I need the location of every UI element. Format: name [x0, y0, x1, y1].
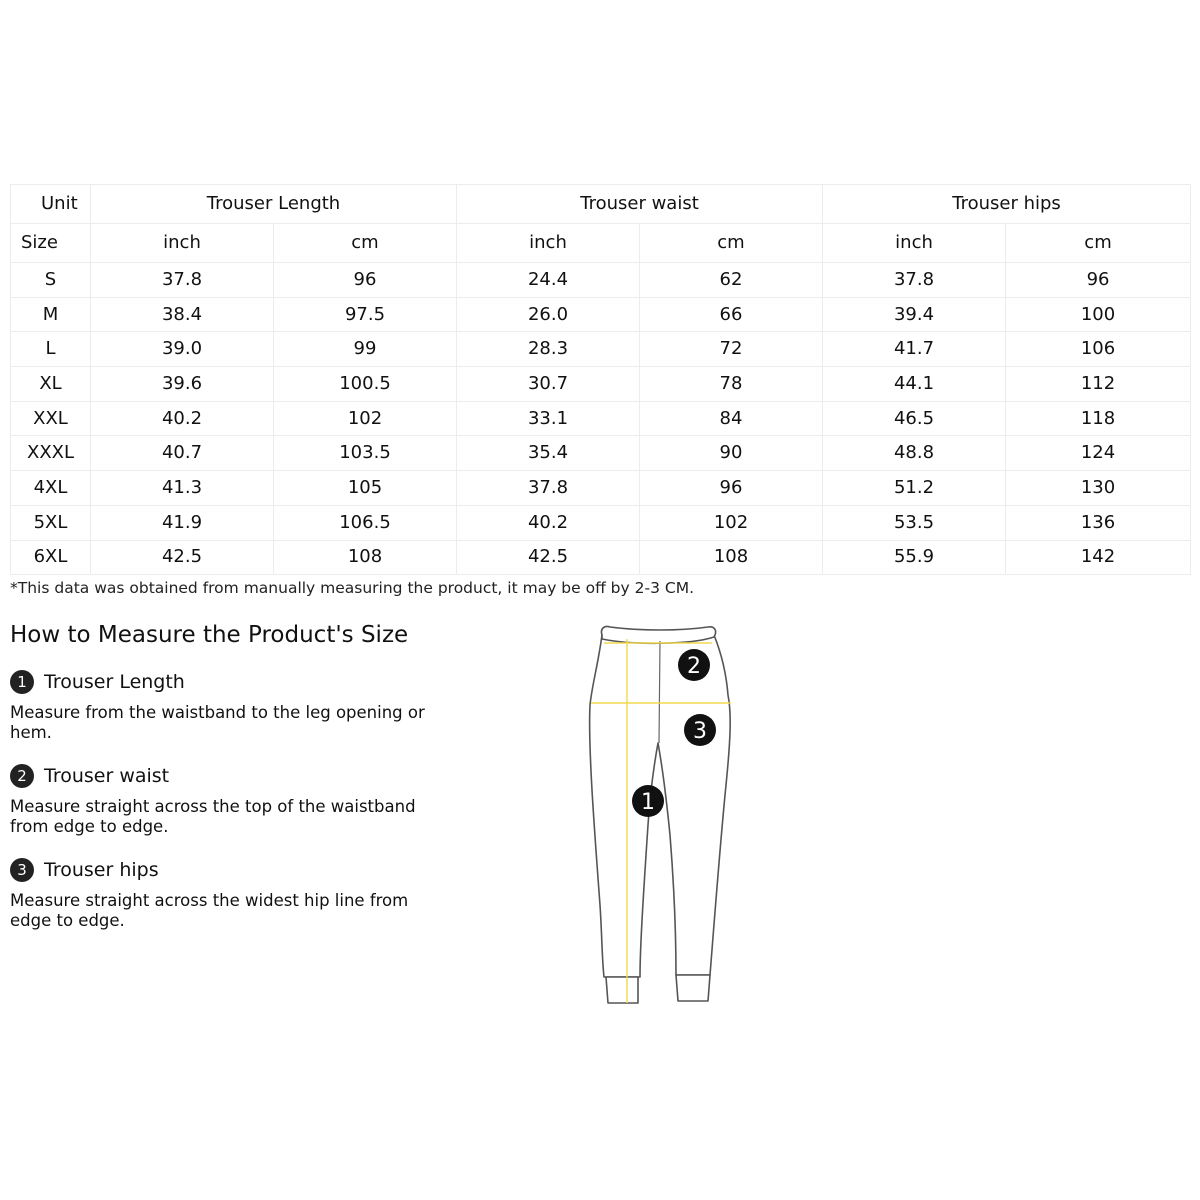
- marker-label: 3: [693, 719, 707, 744]
- value-cell: 124: [1006, 436, 1191, 471]
- table-row: [11, 471, 1191, 506]
- value-cell: 96: [274, 263, 457, 298]
- size-header: Size: [11, 224, 91, 263]
- measurement-footnote: *This data was obtained from manually measuring the product, it may be off by 2-3 CM.: [10, 579, 694, 597]
- size-cell: XL: [11, 367, 91, 402]
- table-row: [11, 263, 1191, 298]
- value-cell: 103.5: [274, 436, 457, 471]
- value-cell: 108: [274, 540, 457, 575]
- table-group-header-row: [11, 185, 1191, 224]
- size-cell: M: [11, 297, 91, 332]
- value-cell: 37.8: [91, 263, 274, 298]
- value-cell: 78: [640, 367, 823, 402]
- group-header-waist: Trouser waist: [457, 185, 823, 224]
- table-unit-header-row: [11, 224, 1191, 263]
- trousers-diagram: [580, 625, 740, 1010]
- table-row: [11, 401, 1191, 436]
- step-label: Trouser Length: [44, 671, 185, 693]
- value-cell: 102: [274, 401, 457, 436]
- unit-header-cell: inch: [91, 224, 274, 263]
- value-cell: 40.2: [457, 505, 640, 540]
- value-cell: 136: [1006, 505, 1191, 540]
- step-trouser-hips: [10, 857, 440, 931]
- group-header-hips: Trouser hips: [823, 185, 1191, 224]
- value-cell: 40.2: [91, 401, 274, 436]
- value-cell: 35.4: [457, 436, 640, 471]
- value-cell: 100.5: [274, 367, 457, 402]
- value-cell: 41.9: [91, 505, 274, 540]
- value-cell: 130: [1006, 471, 1191, 506]
- step-label: Trouser waist: [44, 765, 170, 787]
- value-cell: 30.7: [457, 367, 640, 402]
- table-row: [11, 436, 1191, 471]
- value-cell: 42.5: [457, 540, 640, 575]
- left-cuff: [606, 977, 638, 1003]
- unit-header-cell: cm: [274, 224, 457, 263]
- step-description: Measure from the waistband to the leg opening or hem.: [10, 703, 425, 742]
- value-cell: 106: [1006, 332, 1191, 367]
- value-cell: 41.7: [823, 332, 1006, 367]
- value-cell: 96: [640, 471, 823, 506]
- value-cell: 100: [1006, 297, 1191, 332]
- value-cell: 33.1: [457, 401, 640, 436]
- marker-2: [678, 649, 710, 681]
- waistband: [601, 626, 715, 643]
- value-cell: 37.8: [823, 263, 1006, 298]
- value-cell: 102: [640, 505, 823, 540]
- marker-1: [632, 785, 664, 817]
- step-number-badge: 3: [10, 858, 34, 882]
- value-cell: 41.3: [91, 471, 274, 506]
- step-trouser-length: [10, 669, 440, 743]
- step-label: Trouser hips: [44, 859, 159, 881]
- unit-header-cell: cm: [1006, 224, 1191, 263]
- value-cell: 28.3: [457, 332, 640, 367]
- value-cell: 39.4: [823, 297, 1006, 332]
- value-cell: 42.5: [91, 540, 274, 575]
- value-cell: 97.5: [274, 297, 457, 332]
- unit-header-cell: inch: [823, 224, 1006, 263]
- value-cell: 46.5: [823, 401, 1006, 436]
- value-cell: 72: [640, 332, 823, 367]
- value-cell: 142: [1006, 540, 1191, 575]
- marker-label: 2: [687, 654, 701, 679]
- marker-label: 1: [641, 790, 655, 815]
- value-cell: 118: [1006, 401, 1191, 436]
- size-cell: 4XL: [11, 471, 91, 506]
- value-cell: 96: [1006, 263, 1191, 298]
- value-cell: 24.4: [457, 263, 640, 298]
- guide-title: How to Measure the Product's Size: [10, 622, 409, 648]
- right-cuff: [676, 975, 710, 1001]
- step-trouser-waist: [10, 763, 440, 837]
- step-number-badge: 2: [10, 764, 34, 788]
- size-chart-table: [10, 184, 1191, 575]
- value-cell: 108: [640, 540, 823, 575]
- value-cell: 51.2: [823, 471, 1006, 506]
- unit-header: Unit: [11, 185, 91, 224]
- step-description: Measure straight across the top of the waistband from edge to edge.: [10, 797, 416, 836]
- value-cell: 39.0: [91, 332, 274, 367]
- value-cell: 62: [640, 263, 823, 298]
- size-cell: XXXL: [11, 436, 91, 471]
- table-body: [11, 263, 1191, 575]
- value-cell: 53.5: [823, 505, 1006, 540]
- size-cell: L: [11, 332, 91, 367]
- value-cell: 99: [274, 332, 457, 367]
- value-cell: 44.1: [823, 367, 1006, 402]
- size-cell: 6XL: [11, 540, 91, 575]
- step-description: Measure straight across the widest hip line from edge to edge.: [10, 891, 409, 930]
- table-row: [11, 367, 1191, 402]
- size-cell: S: [11, 263, 91, 298]
- value-cell: 55.9: [823, 540, 1006, 575]
- value-cell: 39.6: [91, 367, 274, 402]
- value-cell: 38.4: [91, 297, 274, 332]
- step-number-badge: 1: [10, 670, 34, 694]
- value-cell: 26.0: [457, 297, 640, 332]
- marker-3: [684, 714, 716, 746]
- unit-header-cell: cm: [640, 224, 823, 263]
- value-cell: 66: [640, 297, 823, 332]
- value-cell: 40.7: [91, 436, 274, 471]
- value-cell: 48.8: [823, 436, 1006, 471]
- value-cell: 106.5: [274, 505, 457, 540]
- table-row: [11, 332, 1191, 367]
- value-cell: 112: [1006, 367, 1191, 402]
- table-row: [11, 540, 1191, 575]
- size-cell: XXL: [11, 401, 91, 436]
- value-cell: 105: [274, 471, 457, 506]
- group-header-length: Trouser Length: [91, 185, 457, 224]
- value-cell: 90: [640, 436, 823, 471]
- table-row: [11, 505, 1191, 540]
- table-row: [11, 297, 1191, 332]
- unit-header-cell: inch: [457, 224, 640, 263]
- size-cell: 5XL: [11, 505, 91, 540]
- value-cell: 37.8: [457, 471, 640, 506]
- value-cell: 84: [640, 401, 823, 436]
